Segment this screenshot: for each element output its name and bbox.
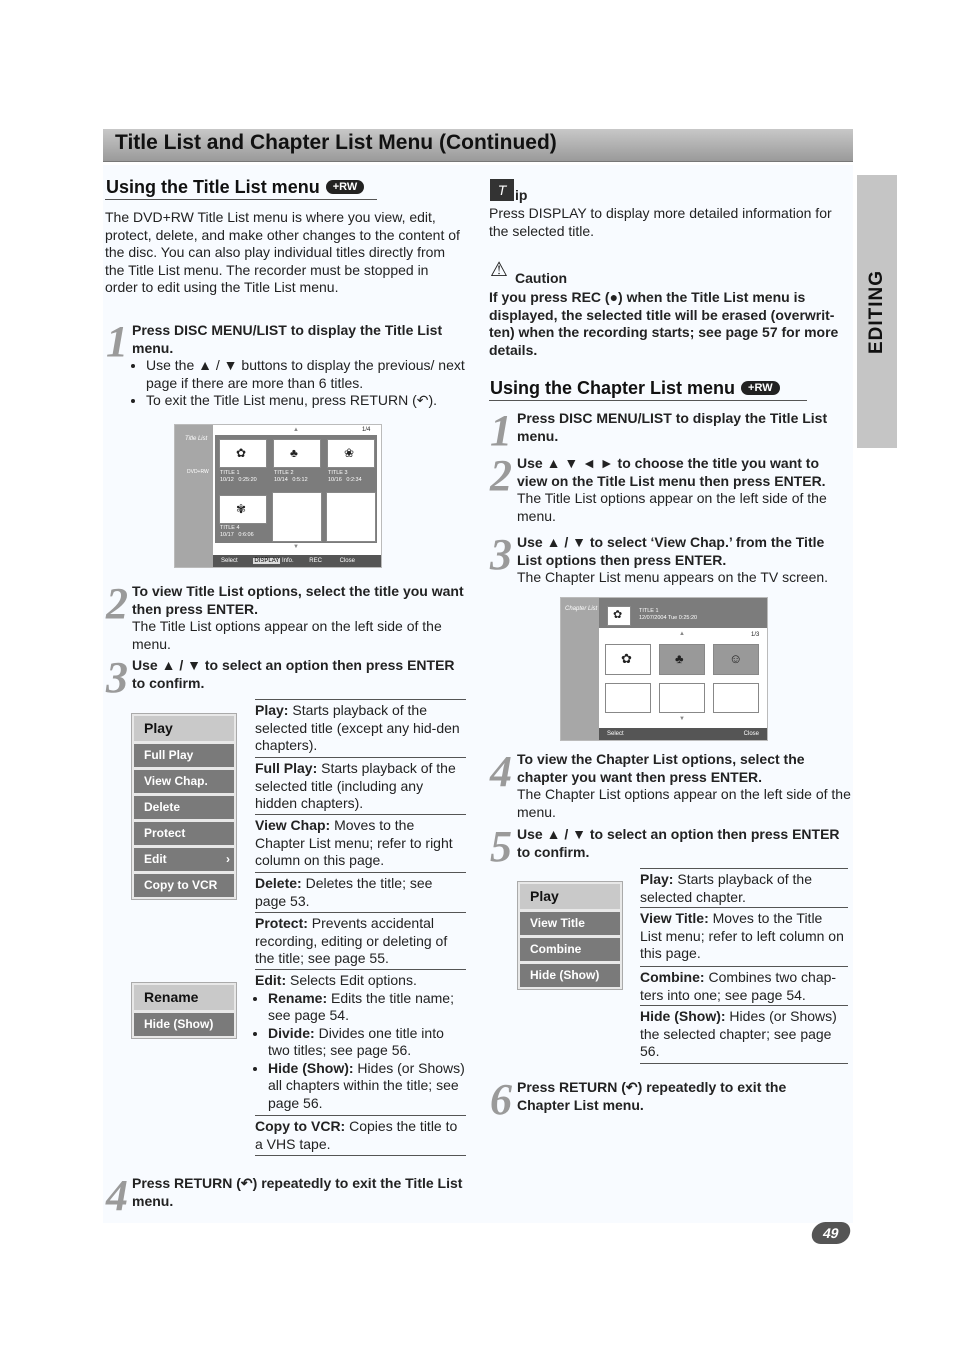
def-play: Play: Starts playback of the selected title (except any hid-den chapters).: [255, 699, 466, 755]
def-view-chap: View Chap: Moves to the Chapter List menu; refer to right column on this page.: [255, 814, 466, 870]
page-number: 49: [810, 1222, 853, 1244]
screen-page: 1/3: [751, 632, 760, 638]
step-number: 5: [490, 822, 512, 871]
screen-bottom-bar: Select Close: [599, 728, 767, 740]
empty-slot: [713, 683, 759, 713]
up-arrow-icon: ▲: [293, 427, 299, 433]
def-hide-show: Hide (Show): Hides (or Shows) the selected chapter; see page 56.: [640, 1005, 848, 1064]
empty-slot: [659, 683, 705, 713]
step-number: 4: [106, 1171, 128, 1220]
chapter-options-menu: [517, 881, 623, 990]
menu-item-combine[interactable]: Combine: [520, 938, 620, 961]
warning-icon: ⚠: [490, 259, 508, 281]
menu-item-hide-show[interactable]: Hide (Show): [520, 964, 620, 987]
step-number: 3: [490, 530, 512, 579]
menu-item-hide-show[interactable]: Hide (Show): [134, 1013, 234, 1036]
menu-item-edit[interactable]: Edit ›: [134, 848, 234, 871]
def-combine: Combine: Combines two chap-ters into one; see page 54.: [640, 966, 848, 1004]
title-list-screen: [174, 424, 382, 568]
bullet: • To exit the Title List menu, press RETURN (↶).: [146, 392, 467, 410]
rw-badge: +RW: [326, 180, 365, 194]
tip-icon: T: [490, 179, 514, 201]
def-protect: Protect: Prevents accidental recording, editing or deleting of the title; see page 55.: [255, 912, 466, 968]
picture-icon: ✾: [236, 502, 247, 516]
screen-bottom-bar: Select DISPLAY Info. REC Close: [213, 555, 381, 567]
thumbnail[interactable]: [219, 495, 267, 524]
screen-side-title: Title List: [185, 436, 208, 442]
caution-text: If you press REC (●) when the Title List menu is displayed, the selected title will be erased (overwrit-ten) when the recording starts; see page 57 for more details.: [489, 289, 839, 358]
menu-item-full-play[interactable]: Full Play: [134, 744, 234, 767]
tip-text: Press DISPLAY to display more detailed information for the selected title.: [489, 205, 832, 239]
chapter-thumbnail[interactable]: [659, 644, 705, 675]
step-number: 1: [106, 317, 128, 366]
rw-badge: +RW: [741, 381, 780, 395]
step-1-bullets: [132, 357, 467, 410]
step-4: Press RETURN (↶) repeatedly to exit the Title List menu.: [132, 1175, 463, 1209]
page-title: Title List and Chapter List Menu (Continued): [115, 131, 557, 154]
chapter-step-1: Press DISC MENU/LIST to display the Title List menu.: [517, 410, 828, 444]
def-copy-to-vcr: Copy to VCR: Copies the title to a VHS tape.: [255, 1115, 466, 1156]
title-label: TITLE 2 10/14 0:5:12: [274, 470, 308, 483]
picture-icon: ☺: [729, 651, 743, 666]
step-number: 6: [490, 1075, 512, 1124]
step-3: Use ▲ / ▼ to select an option then press ENTER to confirm.: [132, 657, 455, 691]
step-2: To view Title List options, select the title you want then press ENTER. The Title List options appear on the left side of the menu.: [132, 583, 464, 652]
menu-item-play[interactable]: Play: [134, 716, 234, 741]
empty-slot: [326, 492, 376, 542]
caution-label: Caution: [515, 270, 568, 286]
step-1: [132, 322, 467, 410]
step-1-text: Press DISC MENU/LIST to display the Title List menu.: [132, 322, 443, 356]
step-number: 3: [106, 653, 128, 702]
heading-rule: [489, 400, 807, 401]
menu-item-protect[interactable]: Protect: [134, 822, 234, 845]
down-arrow-icon: ▼: [293, 544, 299, 550]
menu-item-play[interactable]: Play: [520, 884, 620, 909]
chapter-step-2: Use ▲ ▼ ◄ ► to choose the title you want to view on the Title List menu then press ENTER. The Title List options appear on the left side of the menu.: [517, 455, 827, 524]
up-arrow-icon: ▲: [679, 631, 685, 637]
chapter-step-3: Use ▲ / ▼ to select ‘View Chap.’ from the Title List options then press ENTER. The Chapter List menu appears on the TV screen.: [517, 534, 829, 585]
thumbnail[interactable]: [327, 439, 375, 468]
menu-item-rename[interactable]: Rename: [134, 985, 234, 1010]
step-number: 4: [490, 747, 512, 796]
def-edit: Edit: Selects Edit options. • Rename: Edits the title name; see page 54. • Divide: Divides one title into two titles; see page 56. • Hide (Show): Hides (or Shows) all chapters within the title; see page 56.: [255, 969, 466, 1112]
chapter-step-4: To view the Chapter List options, select the chapter you want then press ENTER. The Chapter List options appear on the left side of the menu.: [517, 751, 851, 820]
def-play: Play: Starts playback of the selected chapter.: [640, 868, 848, 906]
heading-rule: [105, 199, 377, 200]
title-label: TITLE 4 10/17 0:6:06: [220, 525, 254, 538]
picture-icon: ✿: [621, 651, 632, 666]
def-full-play: Full Play: Starts playback of the selected title (including any hidden chapters).: [255, 757, 466, 813]
bullet: • Use the ▲ / ▼ buttons to display the previous/ next page if there are more than 6 titles.: [146, 357, 467, 392]
screen-side-title: Chapter List: [565, 606, 598, 612]
step-number: 2: [490, 451, 512, 500]
chapter-thumbnail[interactable]: [605, 644, 651, 675]
picture-icon: ♣: [290, 446, 298, 460]
picture-icon: ♣: [675, 651, 684, 666]
def-view-title: View Title: Moves to the Title List menu; refer to left column on this page.: [640, 907, 848, 963]
tip-label: ip: [515, 187, 528, 203]
screen-title-info: TITLE 1 12/07/2004 Tue 0:25:20: [639, 608, 698, 621]
title-options-menu: [131, 713, 237, 900]
title-list-intro: The DVD+RW Title List menu is where you view, edit, protect, delete, and make other changes to the content of the disc. You can also play individual titles directly from the Title List menu. The recorder must be stopped in order to edit using the Title List menu.: [105, 209, 460, 295]
def-delete: Delete: Deletes the title; see page 53.: [255, 872, 466, 910]
picture-icon: ❀: [344, 446, 355, 460]
menu-item-copy-to-vcr[interactable]: Copy to VCR: [134, 874, 234, 897]
title-label: TITLE 3 10/16 0:2:34: [328, 470, 362, 483]
chapter-list-heading: Using the Chapter List menu +RW: [490, 378, 780, 399]
step-number: 1: [490, 406, 512, 455]
picture-icon: ✿: [236, 446, 247, 460]
title-list-heading: Using the Title List menu +RW: [106, 177, 364, 198]
chevron-right-icon: ›: [226, 852, 230, 866]
chapter-step-5: Use ▲ / ▼ to select an option then press ENTER to confirm.: [517, 826, 840, 860]
step-number: 2: [106, 579, 128, 628]
edit-submenu: [131, 982, 237, 1039]
screen-sidebar: [175, 425, 213, 567]
menu-item-view-chap[interactable]: View Chap.: [134, 770, 234, 793]
disc-type: DVD+RW: [187, 469, 209, 475]
section-tab-label: EDITING: [866, 269, 887, 354]
down-arrow-icon: ▼: [679, 716, 685, 722]
menu-item-delete[interactable]: Delete: [134, 796, 234, 819]
empty-slot: [605, 683, 651, 713]
thumbnail[interactable]: [219, 439, 267, 468]
screen-sidebar: [561, 598, 599, 740]
menu-item-view-title[interactable]: View Title: [520, 912, 620, 935]
header-banner: [103, 129, 853, 162]
thumbnail[interactable]: [273, 439, 321, 468]
chapter-step-6: Press RETURN (↶) repeatedly to exit the Chapter List menu.: [517, 1079, 787, 1113]
empty-slot: [272, 492, 322, 542]
title-label: TITLE 1 10/12 0:25:20: [220, 470, 257, 483]
chapter-thumbnail[interactable]: [713, 644, 759, 675]
screen-page: 1/4: [362, 427, 371, 433]
title-thumbnail: [607, 606, 631, 626]
chapter-list-screen: [560, 597, 768, 741]
section-tab: [857, 175, 897, 448]
picture-icon: ✿: [613, 609, 623, 621]
